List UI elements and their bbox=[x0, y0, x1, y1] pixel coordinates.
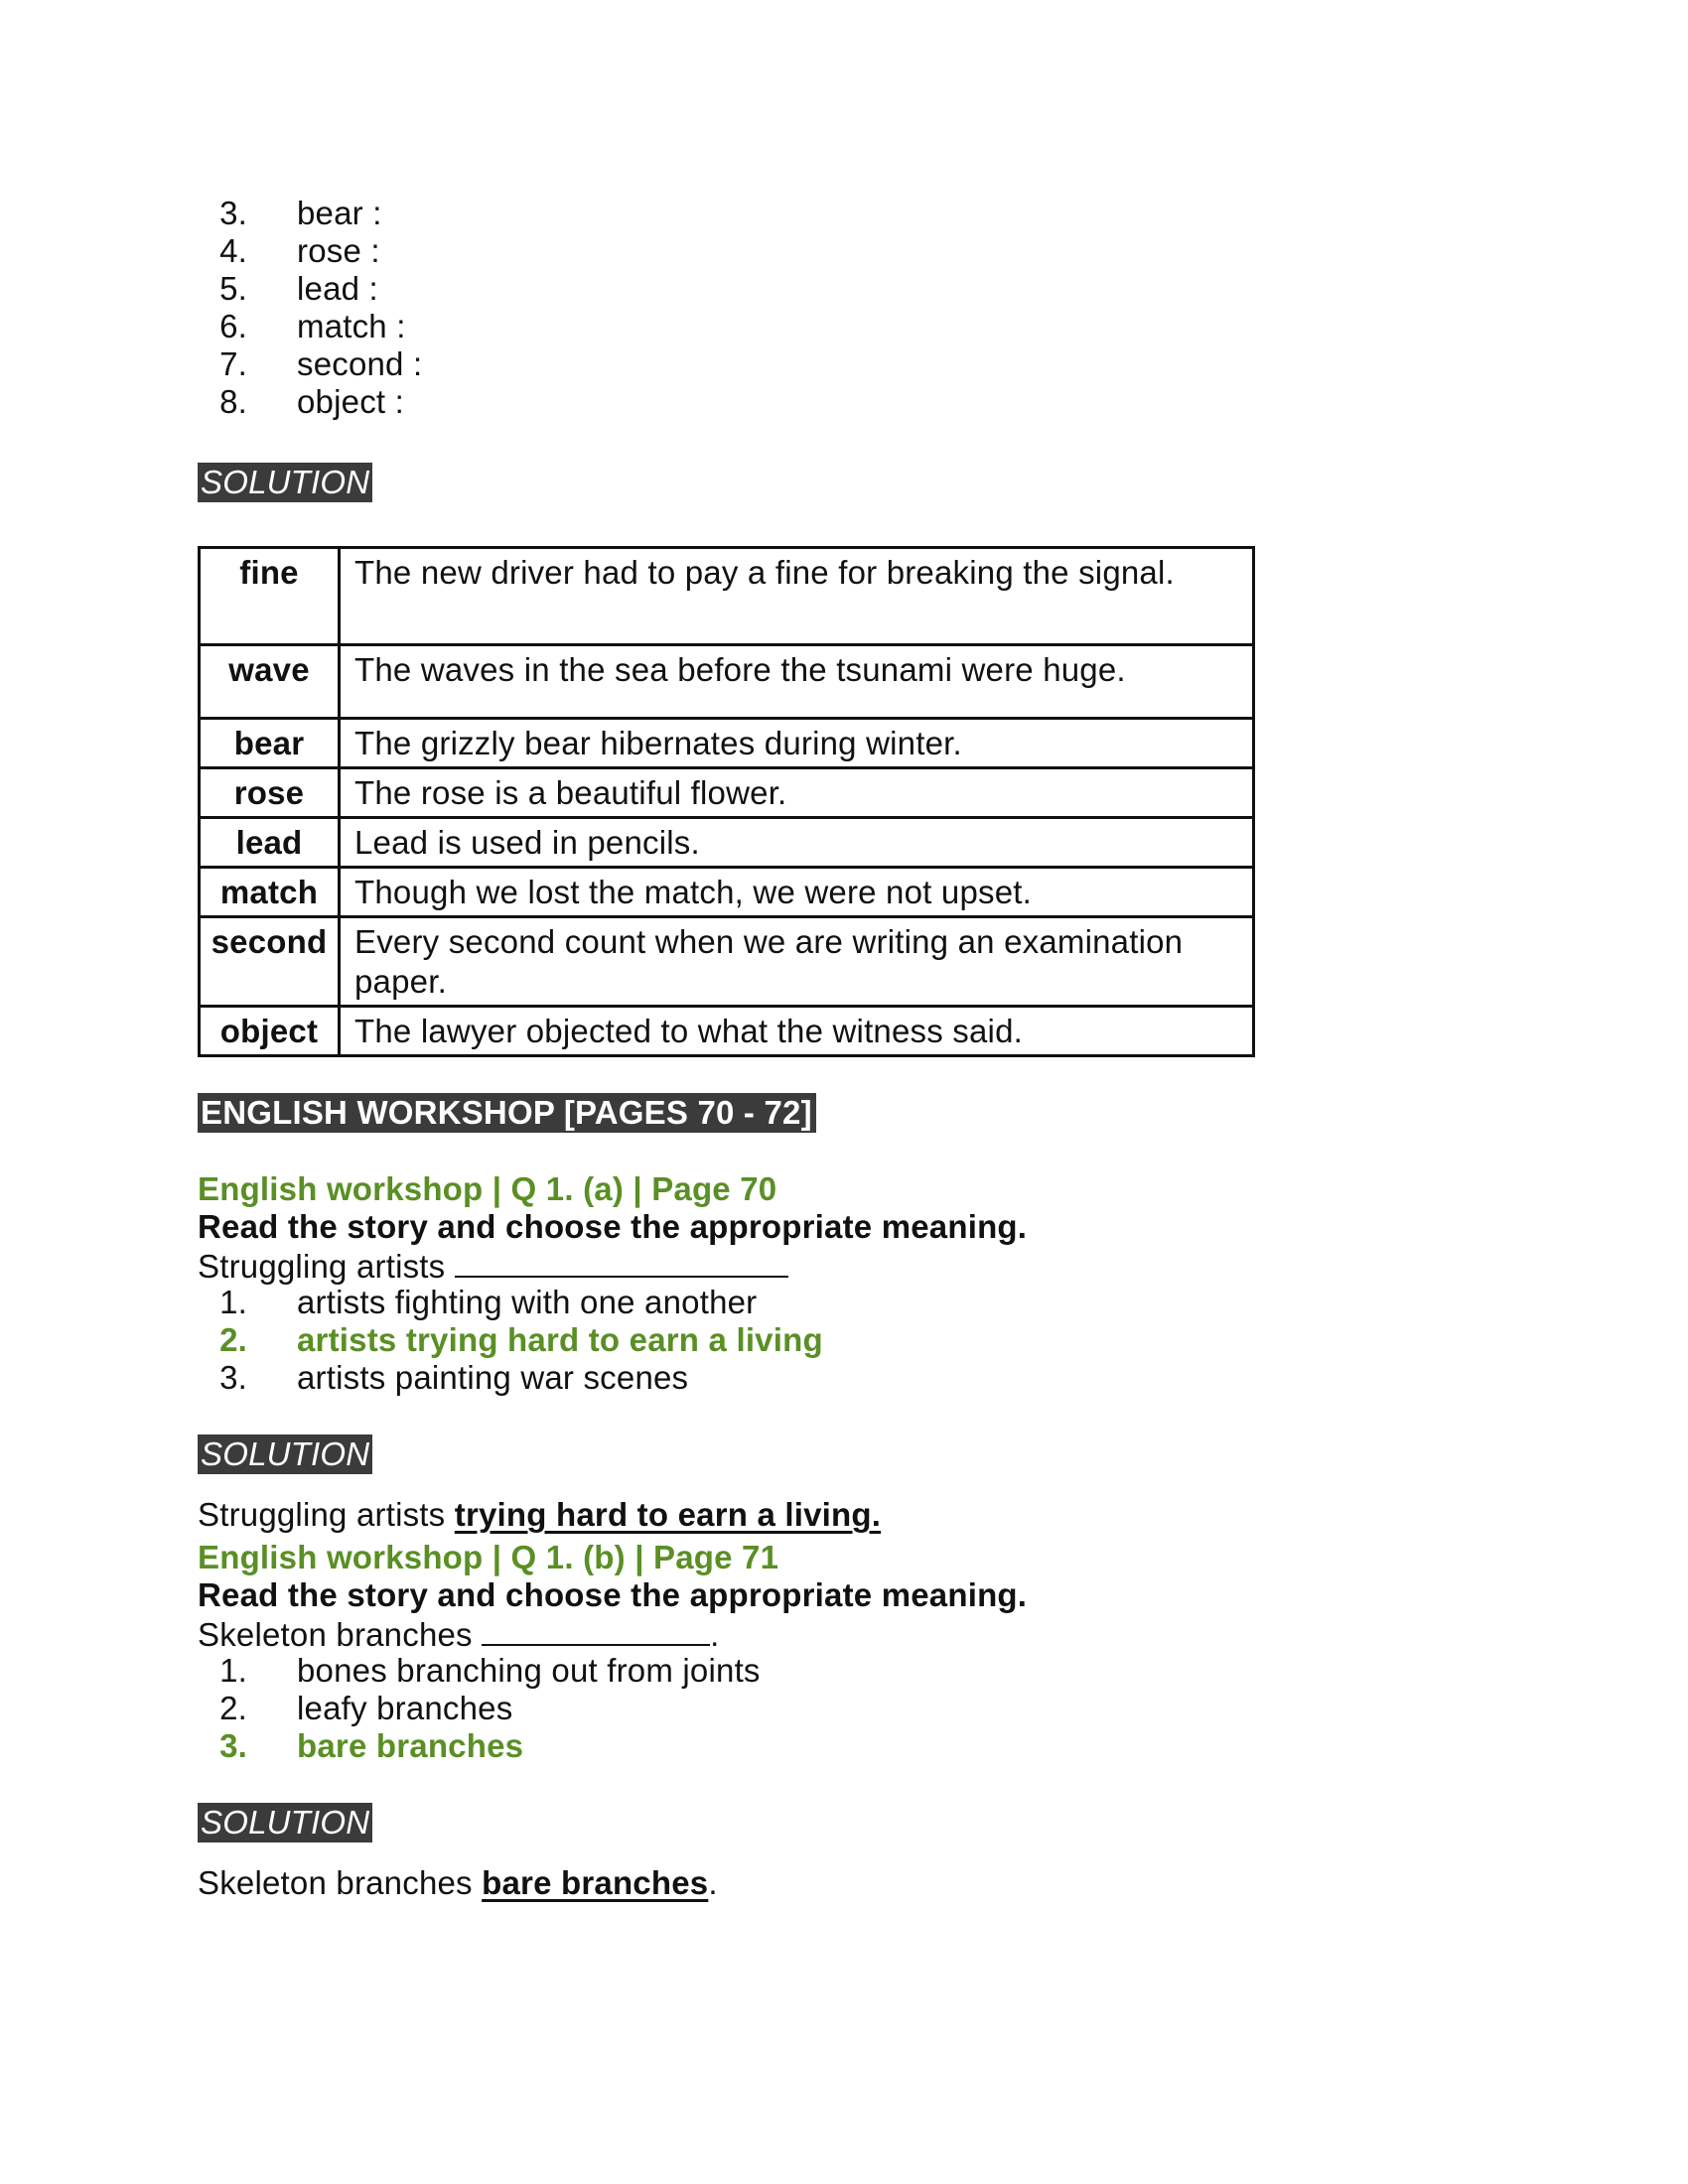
question-prompt: Skeleton branches bbox=[198, 1616, 473, 1653]
list-item bbox=[198, 270, 1488, 308]
table-word-cell: wave bbox=[200, 645, 340, 719]
table-sentence-cell: The waves in the sea before the tsunami were huge. bbox=[340, 645, 1254, 719]
table-sentence-cell: Lead is used in pencils. bbox=[340, 818, 1254, 868]
list-word: match : bbox=[297, 308, 406, 344]
solution-line bbox=[198, 1864, 1488, 1902]
table-row bbox=[200, 768, 1254, 818]
vocab-table bbox=[198, 546, 1255, 1057]
table-word-cell: fine bbox=[200, 548, 340, 645]
table-sentence-cell: Every second count when we are writing an examination paper. bbox=[340, 917, 1254, 1007]
list-word: rose : bbox=[297, 232, 380, 269]
solution-line bbox=[198, 1496, 1488, 1534]
option-number: 3. bbox=[219, 1359, 247, 1396]
question-instruction: Read the story and choose the appropriate meaning. bbox=[198, 1208, 1028, 1245]
solution-suffix: . bbox=[708, 1864, 718, 1901]
table-row bbox=[200, 818, 1254, 868]
list-number: 6. bbox=[219, 308, 247, 344]
solution-label-row bbox=[198, 1434, 1488, 1474]
option-text: artists fighting with one another bbox=[297, 1284, 758, 1320]
solution-label: SOLUTION bbox=[198, 1803, 372, 1843]
table-sentence-cell: The grizzly bear hibernates during winter. bbox=[340, 719, 1254, 768]
question-block bbox=[198, 1170, 1488, 1397]
option-item bbox=[198, 1690, 1488, 1727]
list-word: bear : bbox=[297, 195, 382, 231]
question-heading: English workshop | Q 1. (a) | Page 70 bbox=[198, 1170, 777, 1207]
option-number: 2. bbox=[219, 1690, 247, 1726]
table-row bbox=[200, 719, 1254, 768]
solution-answer: bare branches bbox=[482, 1864, 709, 1901]
table-word-cell: match bbox=[200, 868, 340, 917]
solution-label-row bbox=[198, 463, 1488, 502]
list-number: 5. bbox=[219, 270, 247, 307]
table-row bbox=[200, 917, 1254, 1007]
option-text: artists trying hard to earn a living bbox=[297, 1321, 823, 1358]
list-word: object : bbox=[297, 383, 404, 420]
question-block bbox=[198, 1539, 1488, 1765]
document-body bbox=[198, 195, 1488, 1902]
list-number: 3. bbox=[219, 195, 247, 231]
answer-blank bbox=[455, 1246, 788, 1278]
word-list bbox=[198, 195, 1488, 421]
list-item bbox=[198, 383, 1488, 421]
table-word-cell: object bbox=[200, 1007, 340, 1056]
option-item-correct bbox=[198, 1321, 1488, 1359]
list-item bbox=[198, 345, 1488, 383]
solution-answer: trying hard to earn a living. bbox=[454, 1496, 882, 1533]
list-number: 4. bbox=[219, 232, 247, 269]
solution-label: SOLUTION bbox=[198, 463, 372, 502]
question-prompt: Struggling artists bbox=[198, 1248, 446, 1285]
option-number: 3. bbox=[219, 1727, 247, 1764]
section-title: ENGLISH WORKSHOP [PAGES 70 - 72] bbox=[198, 1093, 816, 1133]
list-item bbox=[198, 232, 1488, 270]
answer-blank bbox=[482, 1614, 710, 1646]
table-row bbox=[200, 1007, 1254, 1056]
list-word: second : bbox=[297, 345, 423, 382]
question-prompt-end: . bbox=[710, 1616, 720, 1653]
list-item bbox=[198, 308, 1488, 345]
solution-label: SOLUTION bbox=[198, 1434, 372, 1474]
list-number: 8. bbox=[219, 383, 247, 420]
option-text: bare branches bbox=[297, 1727, 524, 1764]
solution-prefix: Struggling artists bbox=[198, 1496, 446, 1533]
table-sentence-cell: The new driver had to pay a fine for breaking the signal. bbox=[340, 548, 1254, 645]
solution-label-row bbox=[198, 1803, 1488, 1843]
option-list bbox=[198, 1652, 1488, 1765]
table-word-cell: rose bbox=[200, 768, 340, 818]
option-item bbox=[198, 1284, 1488, 1321]
option-number: 1. bbox=[219, 1284, 247, 1320]
question-heading: English workshop | Q 1. (b) | Page 71 bbox=[198, 1539, 779, 1575]
table-sentence-cell: Though we lost the match, we were not upset. bbox=[340, 868, 1254, 917]
table-row bbox=[200, 548, 1254, 645]
table-row bbox=[200, 645, 1254, 719]
table-word-cell: bear bbox=[200, 719, 340, 768]
option-item bbox=[198, 1359, 1488, 1397]
option-number: 2. bbox=[219, 1321, 247, 1358]
list-word: lead : bbox=[297, 270, 378, 307]
option-text: artists painting war scenes bbox=[297, 1359, 689, 1396]
list-item bbox=[198, 195, 1488, 232]
option-item-correct bbox=[198, 1727, 1488, 1765]
option-text: bones branching out from joints bbox=[297, 1652, 761, 1689]
list-number: 7. bbox=[219, 345, 247, 382]
option-number: 1. bbox=[219, 1652, 247, 1689]
option-list bbox=[198, 1284, 1488, 1397]
table-word-cell: lead bbox=[200, 818, 340, 868]
question-instruction: Read the story and choose the appropriate meaning. bbox=[198, 1576, 1028, 1613]
table-word-cell: second bbox=[200, 917, 340, 1007]
table-sentence-cell: The lawyer objected to what the witness said. bbox=[340, 1007, 1254, 1056]
solution-prefix: Skeleton branches bbox=[198, 1864, 473, 1901]
option-text: leafy branches bbox=[297, 1690, 513, 1726]
table-row bbox=[200, 868, 1254, 917]
table-sentence-cell: The rose is a beautiful flower. bbox=[340, 768, 1254, 818]
question-prompt-line bbox=[198, 1614, 1488, 1652]
section-title-row bbox=[198, 1093, 1488, 1133]
question-prompt-line bbox=[198, 1246, 1488, 1284]
option-item bbox=[198, 1652, 1488, 1690]
